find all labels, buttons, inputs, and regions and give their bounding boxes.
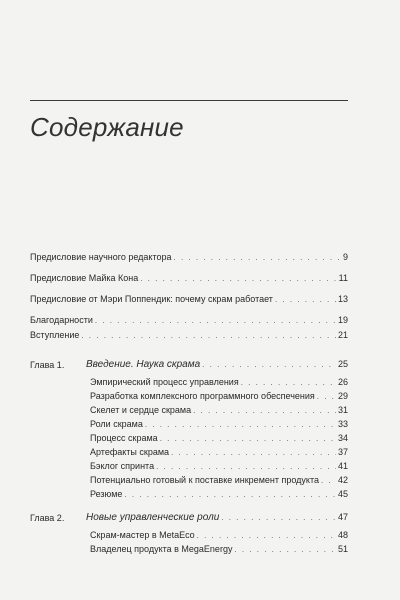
toc-entry [30,294,348,305]
leader-dots [275,294,336,305]
section-page: 42 [337,475,348,485]
toc-entry [30,252,348,263]
leader-dots [81,330,336,341]
chapter-heading [86,359,348,370]
toc-entry-label: Предисловие Майка Кона [30,273,139,283]
leader-dots [202,359,336,370]
leader-dots [221,512,336,523]
toc-entry [30,273,348,284]
toc-entry-page: 9 [342,252,348,262]
section-page: 26 [337,377,348,387]
leader-dots [95,315,336,326]
toc-section [90,447,348,458]
section-page: 29 [337,391,348,401]
leader-dots [197,530,336,541]
chapter-number: Глава 2. [30,513,65,523]
leader-dots [156,461,336,472]
section-label: Потенциально готовый к поставке инкремент продукта [90,475,319,485]
toc-entry-page: 21 [337,330,348,340]
section-label: Роли скрама [90,419,143,429]
section-label: Артефакты скрама [90,447,170,457]
toc-entry-label: Вступление [30,330,80,340]
toc-entry [30,315,348,326]
toc-section [90,475,348,486]
leader-dots [321,475,336,486]
section-label: Резюме [90,489,123,499]
leader-dots [241,377,336,388]
section-label: Бэклог спринта [90,461,155,471]
section-page: 34 [337,433,348,443]
chapter-number: Глава 1. [30,360,65,370]
section-label: Владелец продукта в MegaEnergy [90,544,233,554]
section-page: 37 [337,447,348,457]
toc-entry [30,330,348,341]
section-page: 48 [337,530,348,540]
chapter-heading [86,512,348,523]
chapter-title: Введение. Наука скрама [86,359,201,370]
section-label: Разработка комплексного программного обеспечения [90,391,315,401]
toc-section [90,419,348,430]
section-page: 51 [337,544,348,554]
toc-section [90,377,348,388]
leader-dots [174,252,341,263]
page-title: Содержание [30,112,184,142]
toc-section [90,544,348,555]
leader-dots [124,489,336,500]
leader-dots [140,273,336,284]
chapter-title: Новые управленческие роли [86,512,220,523]
leader-dots [160,433,336,444]
leader-dots [171,447,336,458]
toc-section [90,489,348,500]
toc-entry-page: 11 [338,273,348,283]
toc-section [90,391,348,402]
toc-entry-label: Предисловие научного редактора [30,252,172,262]
section-label: Процесс скрама [90,433,158,443]
toc-entry-page: 13 [337,294,348,304]
chapter-page: 47 [337,512,348,522]
section-label: Скрам-мастер в MetaEco [90,530,195,540]
section-label: Эмпирический процесс управления [90,377,239,387]
toc-section [90,405,348,416]
section-page: 41 [337,461,348,471]
leader-dots [145,419,336,430]
toc-entry-label: Предисловие от Мэри Поппендик: почему скрам работает [30,294,273,304]
toc-section [90,530,348,541]
section-page: 45 [337,489,348,499]
title-rule [30,100,348,101]
toc-entry-label: Благодарности [30,315,93,325]
toc-entry-page: 19 [337,315,348,325]
toc-section [90,433,348,444]
leader-dots [317,391,336,402]
chapter-page: 25 [337,359,348,369]
leader-dots [234,544,336,555]
section-label: Скелет и сердце скрама [90,405,192,415]
toc-section [90,461,348,472]
leader-dots [193,405,336,416]
section-page: 33 [337,419,348,429]
section-page: 31 [337,405,348,415]
